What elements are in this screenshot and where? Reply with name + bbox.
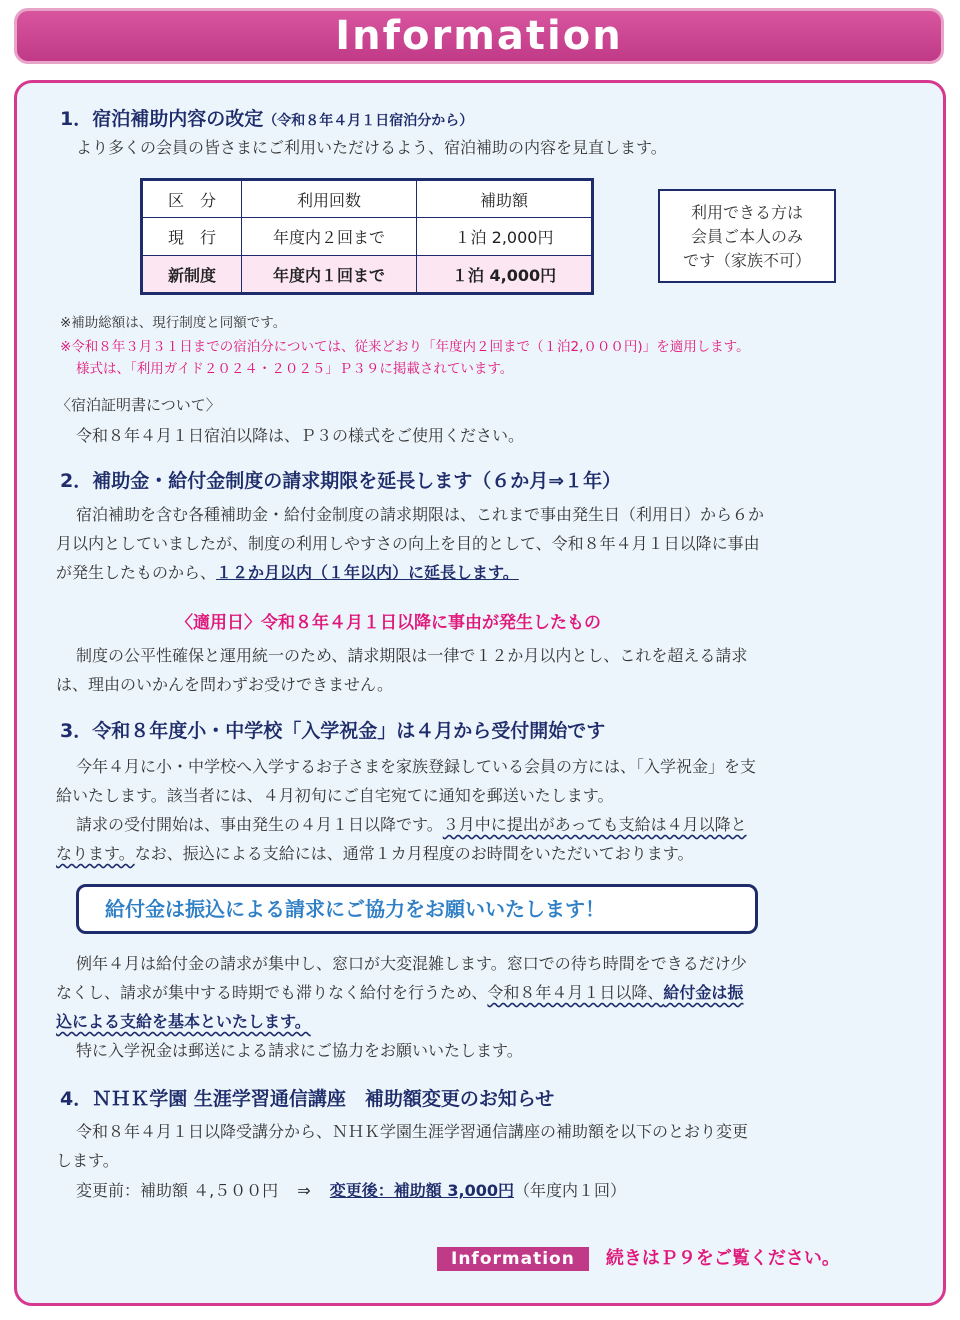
section2-heading: 2．補助金・給付金制度の請求期限を延長します（６か月⇒１年） — [60, 470, 622, 492]
table-row — [142, 256, 593, 294]
information-banner: Information — [14, 8, 944, 64]
section2-line: 制度の公平性確保と運用統一のため、請求期限は一律で１２か月以内とし、これを超える請求 — [76, 646, 748, 665]
footer-continue — [437, 1244, 840, 1271]
table-cell: １泊 2,000円 — [417, 218, 593, 256]
apply-date: 〈適用日〉令和８年４月１日以降に事由が発生したもの — [176, 613, 601, 633]
table-cell: 年度内１回まで — [242, 256, 417, 294]
table-header-row — [142, 180, 593, 218]
transfer-callout: 給付金は振込による請求にご協力をお願いいたします！ — [76, 884, 758, 934]
section2-line: 月以内としていましたが、制度の利用しやすさの向上を目的として、令和８年４月１日以降に事由 — [56, 534, 760, 553]
section3-line-text: 請求の受付開始は、事由発生の４月１日以降です。 — [76, 815, 443, 834]
table-row — [142, 218, 593, 256]
section2-line: は、理由のいかんを問わずお受けできません。 — [56, 675, 393, 694]
note-transition: ※令和８年３月３１日までの宿泊分については、従来どおり「年度内２回まで（１泊2,０００円)」を適用します。 — [60, 339, 750, 355]
table-cell: １泊 4,000円 — [417, 256, 593, 294]
eligibility-line: です（家族不可） — [682, 251, 811, 270]
before-amount: 変更前：補助額 ４,５００円 — [76, 1181, 279, 1200]
april-payment-highlight: ３月中に提出があっても支給は４月以降と — [442, 815, 747, 834]
footer-badge: Information — [437, 1247, 589, 1271]
transfer-highlight-bold: 給付金は振 — [663, 983, 744, 1002]
transfer-highlight-cont — [56, 1007, 311, 1036]
table-cell: 年度内２回まで — [242, 218, 417, 256]
section3-line-text: なお、振込による支給には、通常１カ月程度のお時間をいただいております。 — [134, 844, 694, 863]
after-note: （年度内１回） — [513, 1181, 626, 1200]
table-header-cell: 補助額 — [417, 180, 593, 218]
footer-text: 続きはＰ９をご覧ください。 — [605, 1248, 840, 1269]
section3-line: 給いたします。該当者には、４月初旬にご自宅宛てに通知を郵送いたします。 — [56, 786, 614, 805]
table-cell: 新制度 — [142, 256, 242, 294]
section3-line — [76, 810, 747, 839]
section1-title: 1．宿泊補助内容の改定 — [60, 108, 264, 130]
section4-line: 令和８年４月１日以降受講分から、ＮＨＫ学園生涯学習通信講座の補助額を以下のとおり変更 — [76, 1122, 749, 1141]
section1-heading — [60, 104, 473, 131]
eligibility-line: 利用できる方は — [690, 203, 803, 222]
section3-line-text: なくし、請求が集中する時期でも滞りなく給付を行うため、 — [56, 983, 488, 1002]
after-amount: 変更後：補助額 3,000円 — [329, 1181, 514, 1200]
section3-line — [56, 978, 743, 1007]
table-header-cell: 利用回数 — [242, 180, 417, 218]
section2-line-text: が発生したものから、 — [56, 563, 217, 582]
change-arrow: ⇒ — [297, 1181, 311, 1200]
extension-highlight: １２か月以内（１年以内）に延長します。 — [216, 563, 519, 582]
section1-intro: より多くの会員の皆さまにご利用いただけるよう、宿泊補助の内容を見直します。 — [76, 138, 667, 157]
cert-title: 〈宿泊証明書について〉 — [56, 396, 221, 414]
section1-title-note: （令和８年４月１日宿泊分から） — [263, 113, 474, 129]
section2-line: 宿泊補助を含む各種補助金・給付金制度の請求期限は、これまで事由発生日（利用日）から６か — [76, 505, 765, 524]
subsidy-table — [140, 178, 594, 295]
cert-text: 令和８年４月１日宿泊以降は、Ｐ３の様式をご使用ください。 — [76, 426, 525, 445]
table-cell: 現 行 — [142, 218, 242, 256]
transfer-highlight-cont-text: 込による支給を基本といたします。 — [56, 1012, 311, 1031]
section3-heading: 3．令和８年度小・中学校「入学祝金」は４月から受付開始です — [60, 720, 606, 742]
table-header-cell: 区 分 — [142, 180, 242, 218]
april-payment-highlight-cont: なります。 — [56, 844, 135, 863]
section4-heading: 4．ＮＨＫ学園 生涯学習通信講座 補助額変更のお知らせ — [60, 1088, 555, 1110]
section3-line — [56, 839, 693, 868]
note-total: ※補助総額は、現行制度と同額です。 — [60, 315, 287, 331]
eligibility-line: 会員ご本人のみ — [690, 227, 803, 246]
section2-line — [56, 558, 519, 587]
section3-line: 今年４月に小・中学校へ入学するお子さまを家族登録している会員の方には、「入学祝金」を支 — [76, 757, 757, 776]
note-form: 様式は、「利用ガイド２０２４・２０２５」Ｐ３９に掲載されています。 — [76, 361, 514, 377]
eligibility-note-box — [658, 189, 836, 283]
section3-line: 例年４月は給付金の請求が集中し、窓口が大変混雑します。窓口での待ち時間をできるだけ少 — [76, 954, 747, 973]
section4-line: します。 — [56, 1151, 119, 1170]
section3-line: 特に入学祝金は郵送による請求にご協力をお願いいたします。 — [76, 1041, 523, 1060]
transfer-highlight: 令和８年４月１日以降、 — [487, 983, 664, 1002]
section4-change-row — [76, 1176, 626, 1205]
